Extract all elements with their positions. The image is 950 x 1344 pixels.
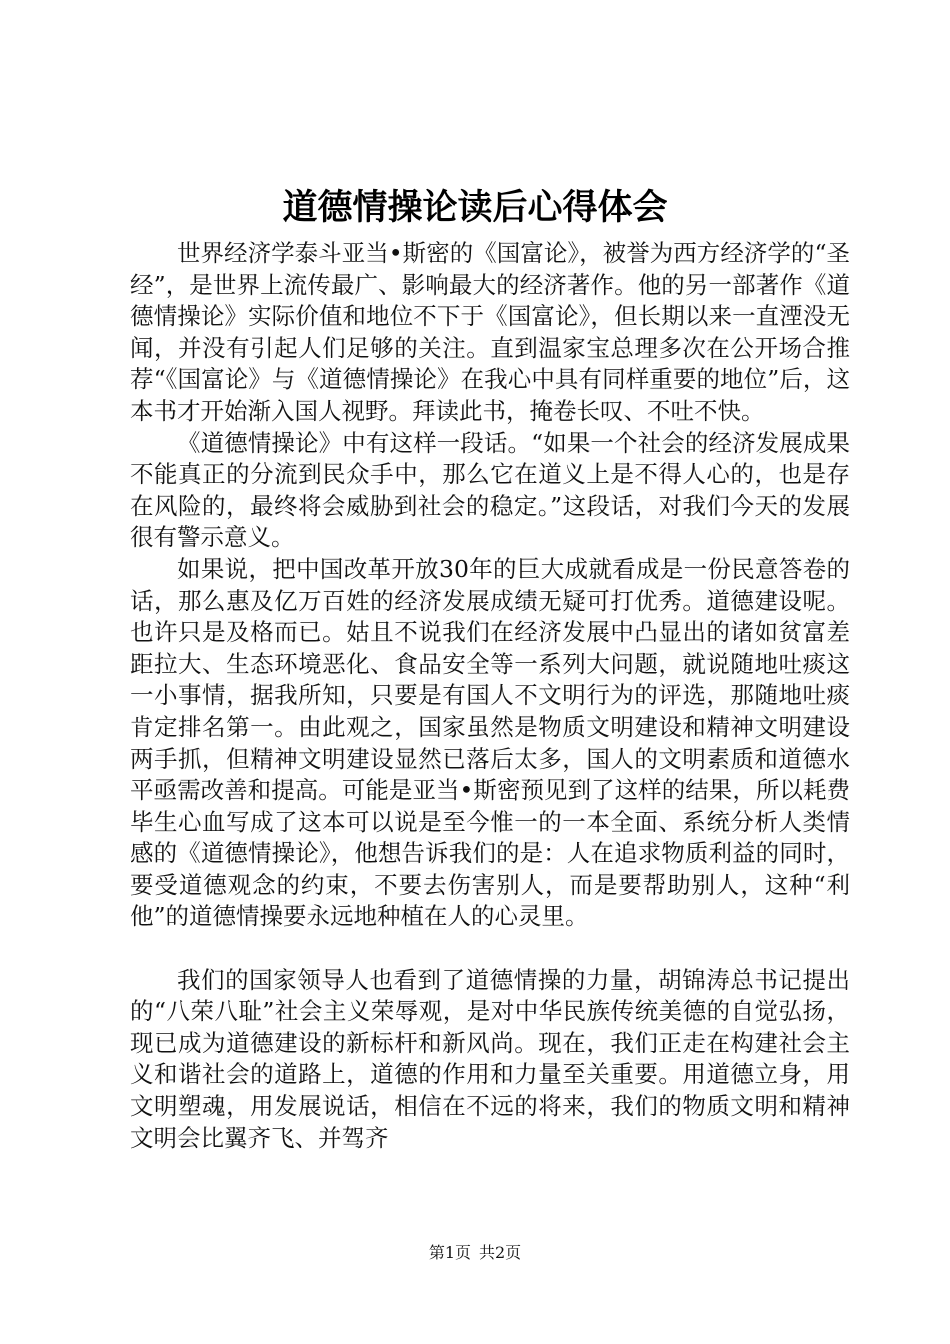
paragraph-3: 如果说，把中国改革开放30年的巨大成就看成是一份民意答卷的话，那么惠及亿万百姓的经济发展成绩无疑可打优秀。道德建设呢。也许只是及格而已。姑且不说我们在经济发展中凸显出的诸如贫富差距拉大、生态环境恶化、食品安全等一系列大问题，就说随地吐痰这一小事情，据我所知，只要是有国人不文明行为的评选，那随地吐痰肯定排名第一。由此观之，国家虽然是物质文明建设和精神文明建设两手抓，但精神文明建设显然已落后太多，国人的文明素质和道德水平亟需改善和提高。可能是亚当•斯密预见到了这样的结果，所以耗费毕生心血写成了这本可以说是至今惟一的一本全面、系统分析人类情感的《道德情操论》，他想告诉我们的是：人在追求物质利益的同时，要受道德观念的约束，不要去伤害别人，而是要帮助别人，这种“利他”的道德情操要永远地种植在人的心灵里。	[130, 554, 850, 931]
paragraph-4: 我们的国家领导人也看到了道德情操的力量，胡锦涛总书记提出的“八荣八耻”社会主义荣辱观，是对中华民族传统美德的自觉弘扬，现已成为道德建设的新标杆和新风尚。现在，我们正走在构建社会主义和谐社会的道路上，道德的作用和力量至关重要。用道德立身，用文明塑魂，用发展说话，相信在不远的将来，我们的物质文明和精神文明会比翼齐飞、并驾齐	[130, 965, 850, 1152]
paragraph-1: 世界经济学泰斗亚当•斯密的《国富论》，被誉为西方经济学的“圣经”，是世界上流传最广、影响最大的经济著作。他的另一部著作《道德情操论》实际价值和地位不下于《国富论》，但长期以来一直湮没无闻，并没有引起人们足够的关注。直到温家宝总理多次在公开场合推荐“《国富论》与《道德情操论》在我心中具有同样重要的地位”后，这本书才开始渐入国人视野。拜读此书，掩卷长叹、不吐不快。	[130, 239, 850, 425]
page-number: 第1页	[428, 1243, 471, 1262]
paragraph-2: 《道德情操论》中有这样一段话。“如果一个社会的经济发展成果不能真正的分流到民众手中，那么它在道义上是不得人心的，也是存在风险的，最终将会威胁到社会的稳定。”这段话，对我们今天的发展很有警示意义。	[130, 428, 850, 552]
document-body	[130, 238, 850, 1154]
document-title: 道德情操论读后心得体会	[282, 187, 668, 228]
page-footer	[0, 1243, 950, 1263]
page-total: 共2页	[479, 1243, 522, 1262]
